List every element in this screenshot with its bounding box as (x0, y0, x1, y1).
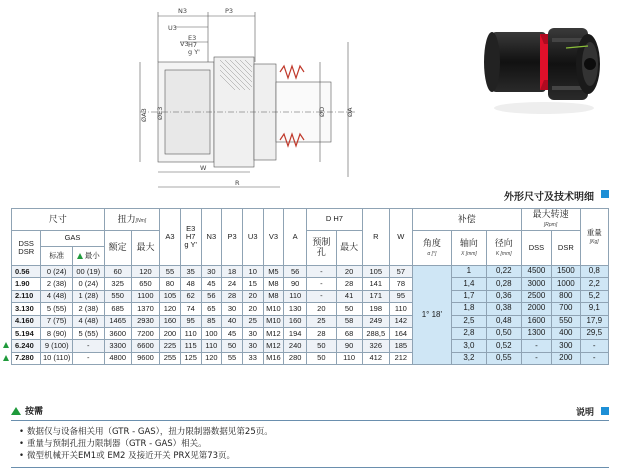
value-cell: 171 (362, 290, 389, 302)
header-size: 尺寸 (12, 209, 105, 231)
table-row (12, 303, 609, 315)
table-row (12, 327, 609, 339)
value-cell: 50 (307, 340, 336, 352)
header-a: A (284, 209, 307, 266)
header-speed-dsr: DSR (552, 231, 580, 266)
value-cell: - (307, 266, 336, 278)
value-cell: 0,50 (486, 327, 521, 339)
value-cell: 9600 (131, 352, 159, 364)
value-cell: - (72, 340, 104, 352)
value-cell: 57 (389, 266, 412, 278)
value-cell: 4500 (521, 266, 552, 278)
value-cell: 185 (389, 340, 412, 352)
value-cell: 68 (336, 327, 362, 339)
header-torque-max: 最大 (131, 231, 159, 266)
value-cell: 3000 (521, 278, 552, 290)
value-cell: 5 (55) (72, 327, 104, 339)
value-cell: 50 (222, 340, 243, 352)
value-cell: 85 (201, 315, 222, 327)
value-cell: 9,1 (580, 303, 609, 315)
value-cell: 326 (362, 340, 389, 352)
value-cell: 160 (160, 315, 181, 327)
value-cell: 255 (160, 352, 181, 364)
value-cell: 00 (19) (72, 266, 104, 278)
value-cell: 110 (180, 327, 201, 339)
header-speed: 最大转速 [Rpm] (521, 209, 580, 231)
value-cell: 212 (389, 352, 412, 364)
value-cell: 412 (362, 352, 389, 364)
value-cell: 7200 (131, 327, 159, 339)
value-cell: 20 (242, 303, 263, 315)
value-cell: M10 (263, 303, 284, 315)
value-cell: 650 (131, 278, 159, 290)
remark-title: 说明 (575, 408, 594, 418)
value-cell: 105 (160, 290, 181, 302)
on-demand-legend (11, 404, 43, 417)
value-cell: 40 (222, 315, 243, 327)
value-cell: 1,8 (451, 303, 486, 315)
dim-label: W (200, 164, 207, 172)
dim-label: R (235, 179, 240, 187)
value-cell: 100 (201, 327, 222, 339)
dim-label: ØE3 (156, 106, 164, 120)
table-row (12, 278, 609, 290)
header-r: R (362, 209, 389, 266)
value-cell: 550 (552, 315, 580, 327)
table-row (12, 340, 609, 352)
value-cell: M12 (263, 340, 284, 352)
value-cell: 142 (389, 315, 412, 327)
value-cell: 700 (552, 303, 580, 315)
value-cell: 0,36 (486, 290, 521, 302)
header-weight: 重量 [Kg] (580, 209, 609, 266)
value-cell: 0 (24) (41, 266, 73, 278)
value-cell: 120 (131, 266, 159, 278)
value-cell: 5 (55) (41, 303, 73, 315)
value-cell: 1,4 (451, 278, 486, 290)
header-w: W (389, 209, 412, 266)
value-cell: 62 (180, 290, 201, 302)
header-gas-min: 最小 (72, 247, 104, 266)
value-cell: 60 (104, 266, 131, 278)
model-cell: 4.160 (12, 315, 41, 327)
header-n3: N3 (201, 209, 222, 266)
value-cell: 29,5 (580, 327, 609, 339)
value-cell: 30 (242, 327, 263, 339)
value-cell: 1370 (131, 303, 159, 315)
value-cell: M8 (263, 290, 284, 302)
technical-drawing (100, 2, 370, 202)
value-cell: 2,5 (451, 315, 486, 327)
header-d-max: 最大 (336, 231, 362, 266)
value-cell: 325 (104, 278, 131, 290)
value-cell: 110 (389, 303, 412, 315)
value-cell: 2500 (521, 290, 552, 302)
on-demand-icon (11, 407, 21, 415)
header-p3: P3 (222, 209, 243, 266)
dim-label: N3 (178, 7, 187, 15)
value-cell: 41 (336, 290, 362, 302)
value-cell: 110 (284, 290, 307, 302)
value-cell: 3300 (104, 340, 131, 352)
value-cell: 2930 (131, 315, 159, 327)
value-cell: 164 (389, 327, 412, 339)
value-cell: 0,8 (580, 266, 609, 278)
value-cell: 120 (160, 303, 181, 315)
value-cell: 0,52 (486, 340, 521, 352)
value-cell: 1100 (131, 290, 159, 302)
value-cell: 65 (201, 303, 222, 315)
dim-label: V3 (180, 40, 189, 48)
header-compensation: 补偿 (412, 209, 521, 231)
value-cell: 105 (362, 266, 389, 278)
on-demand-label: 按需 (25, 407, 44, 417)
value-cell: 55 (160, 266, 181, 278)
value-cell: 120 (201, 352, 222, 364)
value-cell: 30 (242, 340, 263, 352)
value-cell: 141 (362, 278, 389, 290)
value-cell: 0,55 (486, 352, 521, 364)
value-cell: 1000 (552, 278, 580, 290)
value-cell: 1465 (104, 315, 131, 327)
value-cell: 1600 (521, 315, 552, 327)
value-cell: 800 (552, 290, 580, 302)
value-cell: 0 (24) (72, 278, 104, 290)
value-cell: 115 (180, 340, 201, 352)
on-demand-icon (3, 355, 9, 361)
value-cell: 2,2 (580, 278, 609, 290)
table-row (12, 315, 609, 327)
value-cell: 9 (100) (41, 340, 73, 352)
value-cell: 20 (242, 290, 263, 302)
value-cell: 2000 (521, 303, 552, 315)
value-cell: 200 (160, 327, 181, 339)
dim-label: P3 (225, 7, 234, 15)
spec-table (11, 208, 609, 365)
value-cell: 55 (222, 352, 243, 364)
model-cell (12, 352, 41, 364)
value-cell: 95 (389, 290, 412, 302)
table-row (12, 290, 609, 302)
value-cell: M5 (263, 266, 284, 278)
value-cell: 45 (201, 278, 222, 290)
value-cell: 249 (362, 315, 389, 327)
value-cell: 110 (336, 352, 362, 364)
value-cell: 2,8 (451, 327, 486, 339)
value-cell: 3600 (104, 327, 131, 339)
value-cell: 1 (451, 266, 486, 278)
note-item: • 微型机械开关EM1或 EM2 及接近开关 PRX见第73页。 (19, 450, 601, 462)
model-cell: 3.130 (12, 303, 41, 315)
model-cell: 2.110 (12, 290, 41, 302)
section-title: 外形尺寸及技术明细 (504, 192, 594, 203)
value-cell: M12 (263, 327, 284, 339)
value-cell: 400 (552, 327, 580, 339)
note-item: • 重量与预制孔扭力限制器（GTR - GAS）相关。 (19, 438, 601, 450)
value-cell: 58 (336, 315, 362, 327)
value-cell: 550 (104, 290, 131, 302)
value-cell: - (521, 340, 552, 352)
value-cell: 7 (75) (41, 315, 73, 327)
value-cell: 225 (160, 340, 181, 352)
value-cell: 74 (180, 303, 201, 315)
value-cell: 95 (180, 315, 201, 327)
header-u3: U3 (242, 209, 263, 266)
header-radial: 径向 K [mm] (486, 231, 521, 266)
value-cell: 45 (222, 327, 243, 339)
value-cell: 240 (284, 340, 307, 352)
value-cell: 1,7 (451, 290, 486, 302)
value-cell: 160 (284, 315, 307, 327)
dim-label: g Y' (188, 48, 200, 56)
dim-label: ØD (318, 106, 326, 117)
header-torque: 扭力[Nm] (104, 209, 160, 231)
on-demand-icon (77, 253, 83, 259)
value-cell: 6600 (131, 340, 159, 352)
table-row (12, 352, 609, 364)
value-cell: 25 (242, 315, 263, 327)
value-cell: 4 (48) (72, 315, 104, 327)
value-cell: 20 (336, 266, 362, 278)
section-marker-icon (601, 190, 609, 198)
value-cell: 3,2 (451, 352, 486, 364)
value-cell: 5,2 (580, 290, 609, 302)
model-cell: 0.56 (12, 266, 41, 278)
value-cell: 30 (201, 266, 222, 278)
value-cell: 1500 (552, 266, 580, 278)
header-angle: 角度 α [°] (412, 231, 451, 266)
header-rated: 额定 (104, 231, 131, 266)
value-cell: 35 (180, 266, 201, 278)
header-dss-dsr: DSS DSR (12, 231, 41, 266)
dim-label: E3 (188, 34, 197, 42)
model-cell: 1.90 (12, 278, 41, 290)
value-cell: 0,28 (486, 278, 521, 290)
value-cell: 10 (110) (41, 352, 73, 364)
angle-value: 1° 18' (412, 266, 451, 365)
value-cell: 288,5 (362, 327, 389, 339)
value-cell: 200 (552, 352, 580, 364)
value-cell: - (307, 278, 336, 290)
value-cell: 24 (222, 278, 243, 290)
value-cell: M16 (263, 352, 284, 364)
value-cell: 78 (389, 278, 412, 290)
value-cell: 90 (336, 340, 362, 352)
value-cell: 15 (242, 278, 263, 290)
product-photo (478, 10, 610, 122)
model-label: 6.240 (15, 340, 34, 350)
value-cell: 0,22 (486, 266, 521, 278)
model-label: 7.280 (15, 353, 34, 363)
value-cell: 25 (307, 315, 336, 327)
value-cell: 685 (104, 303, 131, 315)
on-demand-icon (3, 342, 9, 348)
value-cell: 4 (48) (41, 290, 73, 302)
value-cell: 0,38 (486, 303, 521, 315)
value-cell: 110 (201, 340, 222, 352)
value-cell: 10 (242, 266, 263, 278)
model-cell: 5.194 (12, 327, 41, 339)
header-a3: A3 (160, 209, 181, 266)
value-cell: 300 (552, 340, 580, 352)
value-cell: M8 (263, 278, 284, 290)
dim-label: U3 (168, 24, 177, 32)
header-gas-std: 标准 (41, 247, 73, 266)
value-cell: 17,9 (580, 315, 609, 327)
model-cell (12, 340, 41, 352)
header-speed-dss: DSS (521, 231, 552, 266)
header-dh7: D H7 (307, 209, 363, 231)
value-cell: M10 (263, 315, 284, 327)
value-cell: 33 (242, 352, 263, 364)
value-cell: 30 (222, 303, 243, 315)
value-cell: 80 (160, 278, 181, 290)
value-cell: 4800 (104, 352, 131, 364)
value-cell: 56 (284, 266, 307, 278)
section-marker-icon (601, 407, 609, 415)
value-cell: 2 (38) (72, 303, 104, 315)
header-v3: V3 (263, 209, 284, 266)
dim-label: ØA3 (140, 108, 148, 122)
value-cell: - (72, 352, 104, 364)
value-cell: 194 (284, 327, 307, 339)
value-cell: 1 (28) (72, 290, 104, 302)
value-cell: - (521, 352, 552, 364)
value-cell: 0,48 (486, 315, 521, 327)
value-cell: 18 (222, 266, 243, 278)
value-cell: 8 (90) (41, 327, 73, 339)
dim-label: H7 (188, 41, 198, 49)
value-cell: 20 (307, 303, 336, 315)
value-cell: 130 (284, 303, 307, 315)
value-cell: 280 (284, 352, 307, 364)
value-cell: 28 (307, 327, 336, 339)
header-pilot: 预制孔 (307, 231, 336, 266)
value-cell: 198 (362, 303, 389, 315)
value-cell: 50 (307, 352, 336, 364)
value-cell: - (580, 352, 609, 364)
value-cell: - (307, 290, 336, 302)
value-cell: 48 (180, 278, 201, 290)
header-gas: GAS (41, 231, 104, 247)
value-cell: 28 (336, 278, 362, 290)
value-cell: - (580, 340, 609, 352)
value-cell: 2 (38) (41, 278, 73, 290)
value-cell: 50 (336, 303, 362, 315)
note-item: • 数据仅与设备相关用（GTR - GAS），扭力限制器数据见第25页。 (19, 426, 601, 438)
value-cell: 28 (222, 290, 243, 302)
value-cell: 1300 (521, 327, 552, 339)
table-row (12, 266, 609, 278)
header-axial: 轴向 X [mm] (451, 231, 486, 266)
value-cell: 56 (201, 290, 222, 302)
notes-list (11, 420, 609, 468)
value-cell: 125 (180, 352, 201, 364)
header-e3: E3 H7 g Y' (180, 209, 201, 266)
value-cell: 90 (284, 278, 307, 290)
dim-label: ØA (346, 107, 354, 117)
value-cell: 3,0 (451, 340, 486, 352)
